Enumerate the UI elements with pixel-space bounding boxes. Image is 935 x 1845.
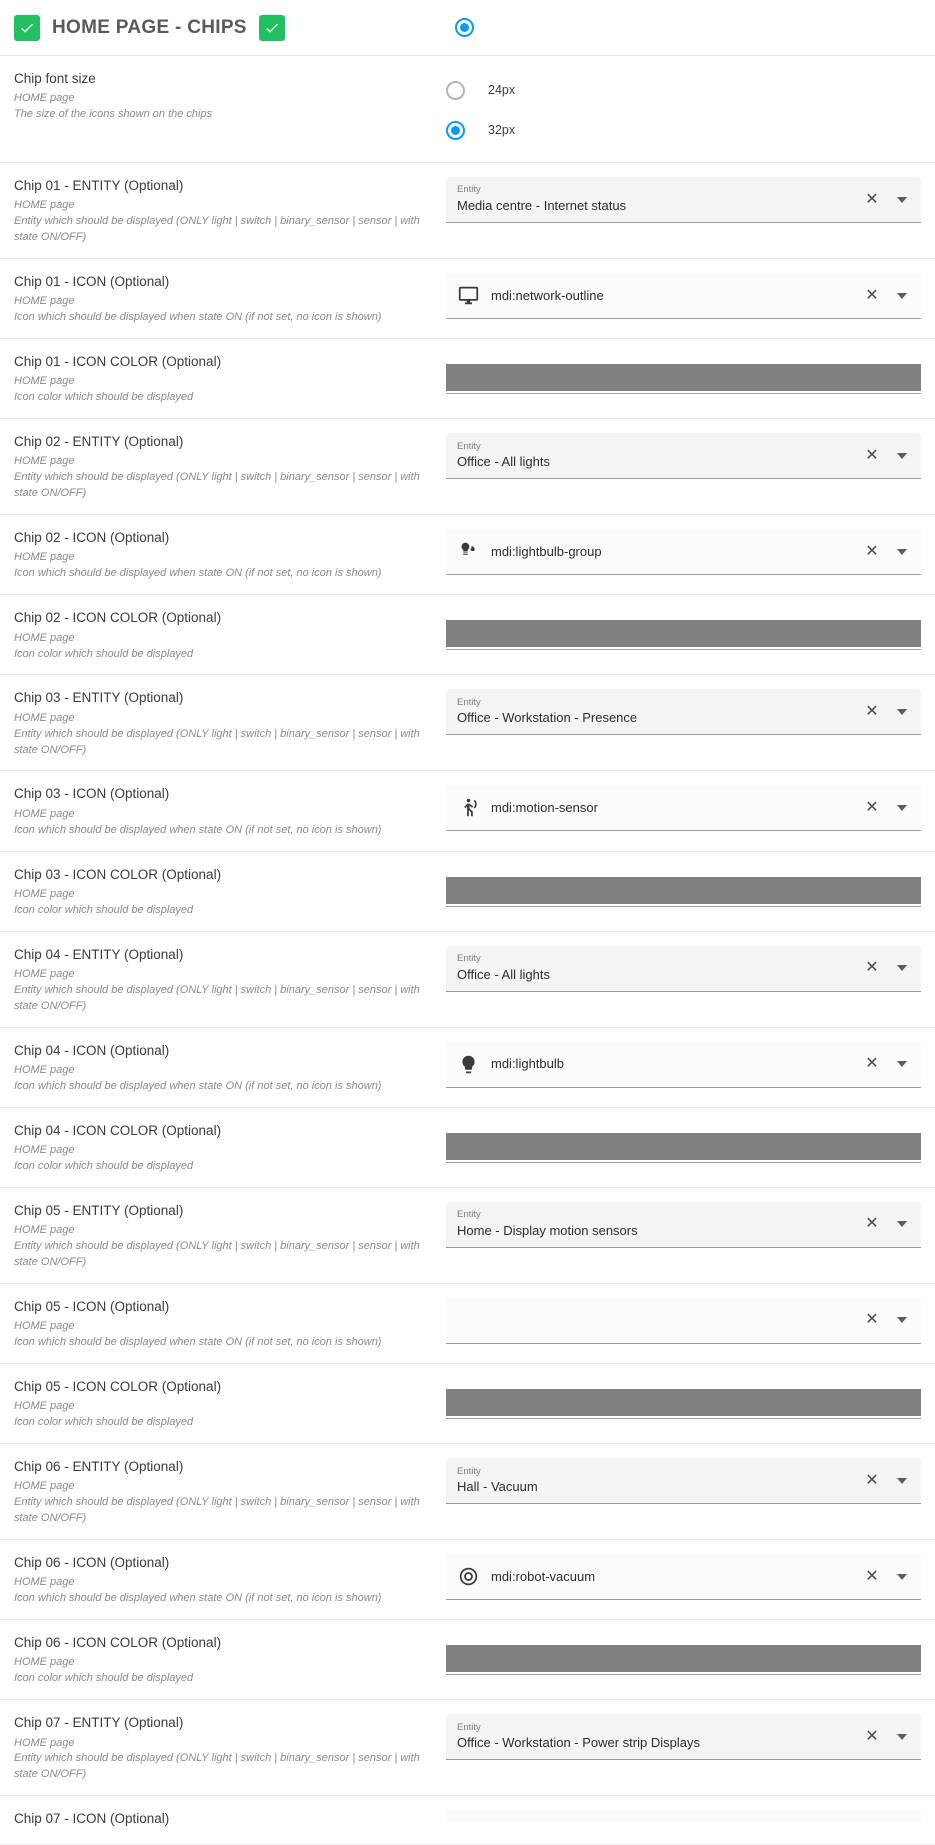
chip-04-color-control bbox=[429, 1120, 921, 1163]
icon-picker-text bbox=[491, 1056, 853, 1072]
chip-07-entity-control bbox=[429, 1712, 921, 1760]
setting-page: HOME page bbox=[14, 551, 75, 564]
chevron-down-icon[interactable] bbox=[889, 1564, 915, 1590]
setting-description: Icon which should be displayed when state ON (if not set, no icon is shown) bbox=[14, 1336, 382, 1349]
chip-06-icon-row bbox=[0, 1540, 935, 1620]
entity-picker-actions bbox=[859, 699, 915, 725]
setting-label: Chip 04 - ICON (Optional) bbox=[14, 1042, 170, 1058]
chip-04-entity-row bbox=[0, 932, 935, 1028]
chip-01-entity-control bbox=[429, 175, 921, 223]
chevron-down-icon[interactable] bbox=[889, 1051, 915, 1077]
clear-icon[interactable]: ✕ bbox=[865, 1215, 879, 1233]
setting-page: HOME page bbox=[14, 1144, 75, 1156]
icon-picker-text bbox=[491, 800, 853, 816]
setting-page: HOME page bbox=[14, 199, 75, 212]
clear-icon[interactable]: ✕ bbox=[865, 959, 879, 977]
chip-07-icon-control bbox=[429, 1808, 921, 1822]
chip-font-size-row bbox=[0, 56, 935, 163]
chip-03-icon-labels bbox=[14, 783, 429, 838]
entity-picker-text bbox=[457, 442, 853, 470]
clear-icon[interactable]: ✕ bbox=[865, 190, 879, 208]
icon-picker-text bbox=[491, 288, 853, 304]
setting-label: Chip 07 - ENTITY (Optional) bbox=[14, 1715, 184, 1731]
lightbulb-group-icon bbox=[457, 541, 479, 563]
entity-picker-actions bbox=[859, 1468, 915, 1494]
chip-04-icon-control bbox=[429, 1040, 921, 1088]
chip-03-entity-control bbox=[429, 687, 921, 735]
setting-label: Chip 01 - ICON COLOR (Optional) bbox=[14, 354, 222, 370]
icon-picker[interactable] bbox=[446, 1298, 921, 1344]
entity-picker[interactable] bbox=[446, 946, 921, 992]
setting-page: HOME page bbox=[14, 1480, 75, 1493]
chevron-down-icon[interactable] bbox=[889, 699, 915, 725]
chip-05-entity-labels bbox=[14, 1200, 429, 1271]
clear-icon[interactable]: ✕ bbox=[865, 1727, 879, 1745]
setting-label: Chip 03 - ENTITY (Optional) bbox=[14, 690, 184, 706]
entity-field-label: Entity bbox=[457, 1209, 481, 1221]
entity-picker[interactable] bbox=[446, 1714, 921, 1760]
entity-value: Office - All lights bbox=[457, 966, 550, 982]
clear-icon[interactable]: ✕ bbox=[865, 286, 879, 304]
setting-description: Icon color which should be displayed bbox=[14, 1672, 194, 1685]
clear-icon[interactable]: ✕ bbox=[865, 1055, 879, 1073]
color-swatch[interactable] bbox=[446, 1133, 921, 1160]
chip-03-color-labels bbox=[14, 864, 429, 919]
setting-label: Chip 03 - ICON (Optional) bbox=[14, 786, 170, 802]
lightbulb-icon bbox=[457, 1053, 479, 1075]
radio-24px-label: 24px bbox=[488, 83, 516, 97]
icon-value: mdi:motion-sensor bbox=[491, 800, 598, 816]
setting-page: HOME page bbox=[14, 711, 75, 724]
chip-04-entity-control bbox=[429, 944, 921, 992]
entity-picker[interactable] bbox=[446, 689, 921, 735]
entity-value: Office - Workstation - Presence bbox=[457, 710, 638, 726]
font-size-option-24[interactable] bbox=[446, 70, 921, 110]
color-swatch[interactable] bbox=[446, 1389, 921, 1416]
radio-32px[interactable] bbox=[446, 121, 465, 140]
chevron-down-icon[interactable] bbox=[889, 955, 915, 981]
setting-page: HOME page bbox=[14, 1400, 75, 1413]
chip-07-icon-row bbox=[0, 1796, 935, 1844]
clear-icon[interactable]: ✕ bbox=[865, 542, 879, 560]
setting-label: Chip 06 - ICON (Optional) bbox=[14, 1555, 170, 1571]
chip-01-icon-row bbox=[0, 259, 935, 339]
setting-label: Chip 03 - ICON COLOR (Optional) bbox=[14, 866, 222, 882]
setting-page: HOME page bbox=[14, 887, 75, 900]
color-picker[interactable] bbox=[446, 1122, 921, 1163]
font-size-option-32[interactable] bbox=[446, 110, 921, 150]
chip-05-icon-labels bbox=[14, 1296, 429, 1351]
color-swatch[interactable] bbox=[446, 364, 921, 391]
chip-03-entity-labels bbox=[14, 687, 429, 758]
chip-01-entity-labels bbox=[14, 175, 429, 246]
setting-label: Chip 07 - ICON (Optional) bbox=[14, 1811, 170, 1827]
radio-24px[interactable] bbox=[446, 81, 465, 100]
setting-description: Entity which should be displayed (ONLY light | switch | binary_sensor | sensor | with state ON/OFF) bbox=[14, 1240, 420, 1268]
setting-description: Icon which should be displayed when state ON (if not set, no icon is shown) bbox=[14, 1592, 382, 1605]
setting-page: HOME page bbox=[14, 375, 75, 388]
setting-label: Chip 02 - ENTITY (Optional) bbox=[14, 434, 184, 450]
icon-picker[interactable] bbox=[446, 1554, 921, 1600]
chevron-down-icon[interactable] bbox=[889, 1211, 915, 1237]
setting-page: HOME page bbox=[14, 1063, 75, 1076]
icon-picker-actions bbox=[859, 795, 915, 821]
icon-picker-actions bbox=[859, 1564, 915, 1590]
header-checkbox-left[interactable] bbox=[14, 15, 40, 41]
setting-description: Icon color which should be displayed bbox=[14, 1416, 194, 1429]
setting-description: Entity which should be displayed (ONLY light | switch | binary_sensor | sensor | with state ON/OFF) bbox=[14, 727, 420, 756]
setting-label: Chip 05 - ICON (Optional) bbox=[14, 1298, 170, 1314]
chip-03-entity-row bbox=[0, 675, 935, 771]
icon-picker[interactable] bbox=[446, 785, 921, 831]
setting-page: HOME page bbox=[14, 1656, 75, 1669]
chip-02-entity-row bbox=[0, 419, 935, 515]
setting-page: HOME page bbox=[14, 631, 75, 644]
color-picker[interactable] bbox=[446, 353, 921, 394]
icon-picker[interactable] bbox=[446, 273, 921, 319]
chip-06-icon-control bbox=[429, 1552, 921, 1600]
icon-picker[interactable] bbox=[446, 1810, 921, 1822]
chip-02-entity-control bbox=[429, 431, 921, 479]
entity-picker-text bbox=[457, 185, 853, 213]
chip-05-icon-row bbox=[0, 1284, 935, 1364]
chip-02-icon-labels bbox=[14, 527, 429, 582]
setting-page: HOME page bbox=[14, 1320, 75, 1333]
entity-picker-actions bbox=[859, 1211, 915, 1237]
entity-field-label: Entity bbox=[457, 1465, 481, 1477]
chip-03-icon-row bbox=[0, 771, 935, 851]
icon-picker-actions bbox=[859, 283, 915, 309]
clear-icon[interactable]: ✕ bbox=[865, 1311, 879, 1329]
entity-value: Media centre - Internet status bbox=[457, 197, 627, 213]
setting-description: Icon color which should be displayed bbox=[14, 1159, 194, 1172]
icon-value: mdi:lightbulb-group bbox=[491, 543, 602, 559]
chip-04-icon-labels bbox=[14, 1040, 429, 1095]
chip-01-icon-labels bbox=[14, 271, 429, 326]
setting-label: Chip 01 - ENTITY (Optional) bbox=[14, 178, 184, 193]
clear-icon[interactable]: ✕ bbox=[865, 702, 879, 720]
setting-page: HOME page bbox=[14, 92, 75, 105]
setting-label: Chip 02 - ICON COLOR (Optional) bbox=[14, 610, 222, 626]
chip-06-entity-row bbox=[0, 1444, 935, 1540]
setting-description: Entity which should be displayed (ONLY light | switch | binary_sensor | sensor | with state ON/OFF) bbox=[14, 983, 420, 1012]
setting-description: Entity which should be displayed (ONLY light | switch | binary_sensor | sensor | with state ON/OFF) bbox=[14, 1752, 420, 1781]
entity-picker-actions bbox=[859, 443, 915, 469]
entity-picker[interactable] bbox=[446, 1202, 921, 1248]
chip-05-entity-row bbox=[0, 1188, 935, 1284]
setting-description: Entity which should be displayed (ONLY light | switch | binary_sensor | sensor | with state ON/OFF) bbox=[14, 1496, 420, 1525]
entity-field-label: Entity bbox=[457, 184, 481, 196]
entity-field-label: Entity bbox=[457, 953, 481, 965]
entity-value: Office - All lights bbox=[457, 454, 550, 470]
color-swatch[interactable] bbox=[446, 877, 921, 904]
chevron-down-icon[interactable] bbox=[889, 187, 915, 213]
chevron-down-icon[interactable] bbox=[889, 1307, 915, 1333]
icon-picker-actions bbox=[859, 539, 915, 565]
monitor-icon bbox=[457, 285, 479, 307]
icon-picker-actions bbox=[859, 1051, 915, 1077]
setting-label: Chip 01 - ICON (Optional) bbox=[14, 274, 170, 290]
chip-05-entity-control bbox=[429, 1200, 921, 1248]
setting-page: HOME page bbox=[14, 967, 75, 980]
chip-01-color-row bbox=[0, 339, 935, 419]
chip-06-icon-labels bbox=[14, 1552, 429, 1607]
setting-label: Chip 04 - ENTITY (Optional) bbox=[14, 946, 184, 962]
setting-description: Icon color which should be displayed bbox=[14, 647, 194, 660]
chip-05-color-labels bbox=[14, 1376, 429, 1431]
header-checkbox-right[interactable] bbox=[259, 15, 285, 41]
chip-02-color-control bbox=[429, 607, 921, 650]
chip-03-icon-control bbox=[429, 783, 921, 831]
chip-02-icon-control bbox=[429, 527, 921, 575]
chip-04-icon-row bbox=[0, 1028, 935, 1108]
entity-picker-text bbox=[457, 954, 853, 982]
setting-description: Icon which should be displayed when state ON (if not set, no icon is shown) bbox=[14, 311, 382, 324]
clear-icon[interactable]: ✕ bbox=[865, 1567, 879, 1585]
setting-page: HOME page bbox=[14, 807, 75, 820]
chip-07-icon-labels bbox=[14, 1808, 429, 1831]
header-radio-group bbox=[455, 18, 474, 37]
setting-description: The size of the icons shown on the chips bbox=[14, 108, 213, 121]
chip-03-color-control bbox=[429, 864, 921, 907]
chip-font-size-labels bbox=[14, 68, 429, 123]
chip-07-entity-row bbox=[0, 1700, 935, 1796]
icon-picker-actions bbox=[859, 1307, 915, 1333]
robot-vacuum-icon bbox=[457, 1566, 479, 1588]
icon-picker-text bbox=[491, 1569, 853, 1585]
chip-06-entity-labels bbox=[14, 1456, 429, 1527]
setting-description: Entity which should be displayed (ONLY light | switch | binary_sensor | sensor | with state ON/OFF) bbox=[14, 471, 420, 500]
entity-value: Home - Display motion sensors bbox=[457, 1222, 638, 1238]
chip-02-icon-row bbox=[0, 515, 935, 595]
chip-06-color-labels bbox=[14, 1632, 429, 1687]
chip-07-entity-labels bbox=[14, 1712, 429, 1783]
setting-description: Icon which should be displayed when state ON (if not set, no icon is shown) bbox=[14, 567, 382, 580]
check-icon bbox=[264, 20, 280, 36]
section-header bbox=[0, 0, 935, 56]
entity-picker-actions bbox=[859, 955, 915, 981]
chip-04-color-labels bbox=[14, 1120, 429, 1175]
entity-field-label: Entity bbox=[457, 696, 481, 708]
icon-value: mdi:lightbulb bbox=[491, 1056, 564, 1072]
page-title: HOME PAGE - CHIPS bbox=[52, 16, 247, 38]
setting-label: Chip 06 - ICON COLOR (Optional) bbox=[14, 1635, 222, 1651]
chip-06-entity-control bbox=[429, 1456, 921, 1504]
header-radio-selected[interactable] bbox=[455, 18, 474, 37]
chip-06-color-control bbox=[429, 1632, 921, 1675]
chip-06-color-row bbox=[0, 1620, 935, 1700]
icon-picker[interactable] bbox=[446, 529, 921, 575]
color-picker[interactable] bbox=[446, 1378, 921, 1419]
chip-01-color-control bbox=[429, 351, 921, 394]
icon-value: mdi:network-outline bbox=[491, 287, 604, 303]
chip-font-size-options bbox=[429, 68, 921, 150]
setting-description: Icon which should be displayed when state ON (if not set, no icon is shown) bbox=[14, 823, 382, 836]
clear-icon[interactable]: ✕ bbox=[865, 446, 879, 464]
setting-description: Entity which should be displayed (ONLY light | switch | binary_sensor | sensor | with state ON/OFF) bbox=[14, 215, 420, 244]
setting-page: HOME page bbox=[14, 1224, 75, 1237]
entity-value: Hall - Vacuum bbox=[457, 1479, 538, 1495]
setting-description: Icon color which should be displayed bbox=[14, 903, 194, 916]
color-swatch[interactable] bbox=[446, 1645, 921, 1672]
chip-02-color-labels bbox=[14, 607, 429, 662]
setting-label: Chip 04 - ICON COLOR (Optional) bbox=[14, 1122, 222, 1138]
chevron-down-icon[interactable] bbox=[889, 539, 915, 565]
chip-01-icon-control bbox=[429, 271, 921, 319]
entity-picker-text bbox=[457, 1210, 853, 1238]
entity-value: Office - Workstation - Power strip Displays bbox=[457, 1735, 700, 1751]
chip-02-color-row bbox=[0, 595, 935, 675]
entity-picker-text bbox=[457, 1467, 853, 1495]
setting-page: HOME page bbox=[14, 1576, 75, 1589]
setting-label: Chip 02 - ICON (Optional) bbox=[14, 530, 170, 546]
icon-value: mdi:robot-vacuum bbox=[491, 1568, 596, 1584]
color-picker[interactable] bbox=[446, 866, 921, 907]
motion-sensor-icon bbox=[457, 797, 479, 819]
chip-03-color-row bbox=[0, 852, 935, 932]
chip-05-icon-control bbox=[429, 1296, 921, 1344]
chevron-down-icon[interactable] bbox=[889, 795, 915, 821]
color-swatch[interactable] bbox=[446, 620, 921, 647]
clear-icon[interactable]: ✕ bbox=[865, 798, 879, 816]
entity-picker[interactable] bbox=[446, 1458, 921, 1504]
radio-32px-label: 32px bbox=[488, 123, 516, 137]
chip-02-entity-labels bbox=[14, 431, 429, 502]
chip-04-color-row bbox=[0, 1108, 935, 1188]
setting-page: HOME page bbox=[14, 1736, 75, 1749]
color-picker[interactable] bbox=[446, 1634, 921, 1675]
icon-picker[interactable] bbox=[446, 1042, 921, 1088]
entity-picker-text bbox=[457, 1723, 853, 1751]
check-icon bbox=[19, 20, 35, 36]
chevron-down-icon[interactable] bbox=[889, 283, 915, 309]
chip-01-entity-row bbox=[0, 163, 935, 259]
icon-picker-text bbox=[491, 544, 853, 560]
chip-05-color-row bbox=[0, 1364, 935, 1444]
setting-description: Icon which should be displayed when state ON (if not set, no icon is shown) bbox=[14, 1079, 382, 1092]
entity-field-label: Entity bbox=[457, 1721, 481, 1733]
setting-label: Chip 05 - ICON COLOR (Optional) bbox=[14, 1379, 222, 1394]
chip-01-color-labels bbox=[14, 351, 429, 406]
entity-picker-text bbox=[457, 698, 853, 726]
setting-label: Chip 06 - ENTITY (Optional) bbox=[14, 1459, 184, 1475]
entity-picker[interactable] bbox=[446, 177, 921, 223]
setting-label: Chip font size bbox=[14, 71, 96, 86]
setting-label: Chip 05 - ENTITY (Optional) bbox=[14, 1202, 184, 1218]
setting-description: Icon color which should be displayed bbox=[14, 391, 194, 404]
setting-page: HOME page bbox=[14, 295, 75, 308]
chip-04-entity-labels bbox=[14, 944, 429, 1015]
entity-picker-actions bbox=[859, 187, 915, 213]
chevron-down-icon[interactable] bbox=[889, 443, 915, 469]
color-picker[interactable] bbox=[446, 609, 921, 650]
clear-icon[interactable]: ✕ bbox=[865, 1471, 879, 1489]
chip-05-color-control bbox=[429, 1376, 921, 1419]
entity-field-label: Entity bbox=[457, 440, 481, 452]
entity-picker[interactable] bbox=[446, 433, 921, 479]
chevron-down-icon[interactable] bbox=[889, 1468, 915, 1494]
setting-page: HOME page bbox=[14, 455, 75, 468]
